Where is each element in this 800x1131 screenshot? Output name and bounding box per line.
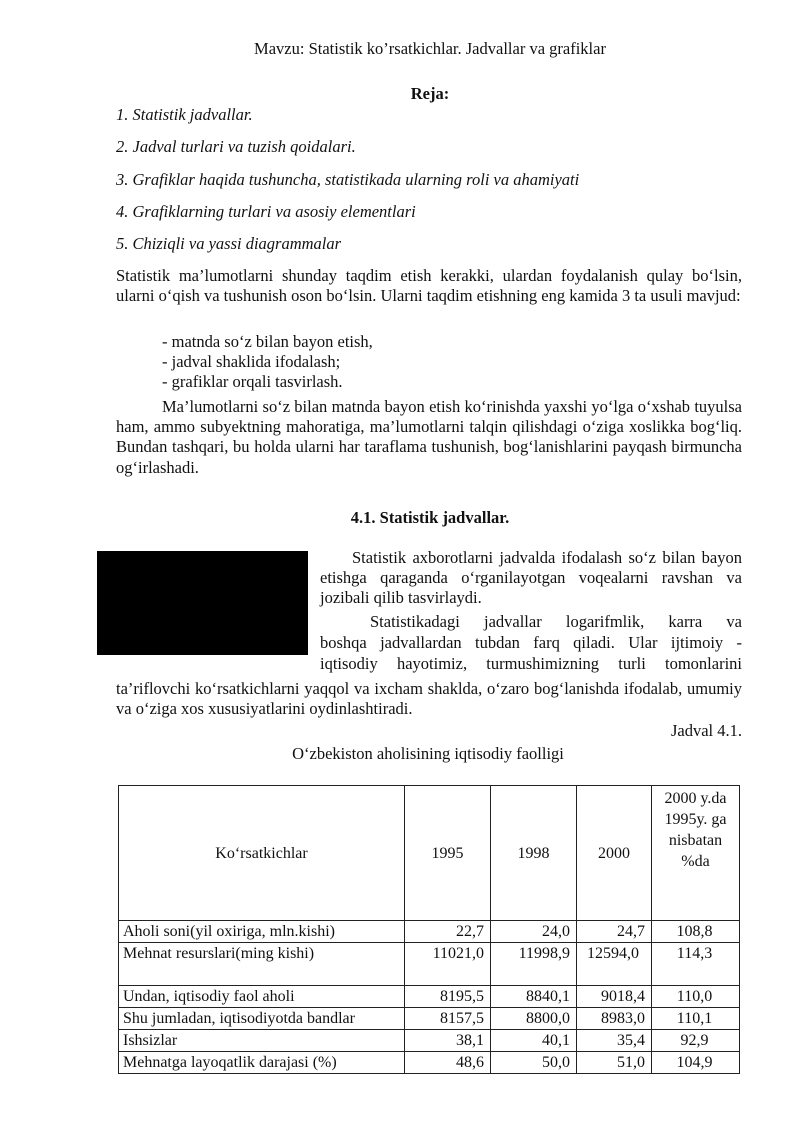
side-paragraph-1: Statistik axborotlarni jadvalda ifodalash so‘z bilan bayon etishga qaraganda o‘rganilayotgan voqealarni ravshan va jozibali qilib tasvirlaydi. <box>320 548 742 608</box>
cell: 24,7 <box>577 921 652 943</box>
method-item: - grafiklar orqali tasvirlash. <box>162 372 343 392</box>
row-label: Mehnat resurslari(ming kishi) <box>119 943 405 986</box>
table-row <box>119 986 740 1008</box>
side-paragraph-2-line: Statistikadagi jadvallar logarifmlik, karra va <box>370 612 742 631</box>
method-item: - matnda so‘z bilan bayon etish, <box>162 332 373 351</box>
plan-item: 2. Jadval turlari va tuzish qoidalari. <box>116 137 356 156</box>
cell: 8195,5 <box>405 986 491 1008</box>
cell: 50,0 <box>491 1052 577 1074</box>
cell: 24,0 <box>491 921 577 943</box>
header-cell: 2000 <box>577 786 652 921</box>
table-number: Jadval 4.1. <box>670 721 742 740</box>
cell: 8157,5 <box>405 1008 491 1030</box>
cell: 110,1 <box>652 1008 740 1030</box>
economic-activity-table <box>118 785 740 1074</box>
cell: 110,0 <box>652 986 740 1008</box>
header-cell: 2000 y.da 1995y. ga nisbatan %da <box>652 786 740 921</box>
topic-heading: Mavzu: Statistik ko’rsatkichlar. Jadvallar va grafiklar <box>254 39 606 58</box>
method-item: - jadval shaklida ifodalash; <box>162 352 341 372</box>
header-cell: 1998 <box>491 786 577 921</box>
cell: 8800,0 <box>491 1008 577 1030</box>
cell: 8983,0 <box>577 1008 652 1030</box>
cell: 35,4 <box>577 1030 652 1052</box>
plan-item: 3. Grafiklar haqida tushuncha, statistikada ularning roli va ahamiyati <box>116 170 580 189</box>
side-paragraph-2-line: boshqa jadvallardan tubdan farq qiladi. Ular ijtimoiy - <box>320 633 742 652</box>
header-cell: Ko‘rsatkichlar <box>119 786 405 921</box>
redacted-image <box>97 551 308 655</box>
cell: 11998,9 <box>491 943 577 986</box>
row-label: Aholi soni(yil oxiriga, mln.kishi) <box>119 921 405 943</box>
cell: 11021,0 <box>405 943 491 986</box>
row-label: Ishsizlar <box>119 1030 405 1052</box>
table-row <box>119 1052 740 1074</box>
table-row <box>119 1030 740 1052</box>
cell: 104,9 <box>652 1052 740 1074</box>
cell: 114,3 <box>652 943 740 986</box>
side-paragraph-2-line: iqtisodiy hayotimiz, turmushimizning turli tomonlarini <box>320 654 742 673</box>
cell: 40,1 <box>491 1030 577 1052</box>
cell: 51,0 <box>577 1052 652 1074</box>
methods-list <box>162 332 373 393</box>
plan-item: 5. Chiziqli va yassi diagrammalar <box>116 234 342 253</box>
side-paragraph-2-rest: ta’riflovchi ko‘rsatkichlarni yaqqol va ixcham shaklda, o‘zaro bog‘lanishda ifodalab, umumiy va o‘ziga xos xususiyatlarini oydinlashtiradi. <box>116 679 742 719</box>
section-title: 4.1. Statistik jadvallar. <box>350 508 510 527</box>
row-label: Shu jumladan, iqtisodiyotda bandlar <box>119 1008 405 1030</box>
cell: 108,8 <box>652 921 740 943</box>
paragraph-2: Ma’lumotlarni so‘z bilan matnda bayon etish ko‘rinishda yaxshi yo‘lga o‘xshab tuyulsa ham, ammo subyektning mahoratiga, ma’lumotlarni talqin qilishdagi o‘ziga xoslikka bog‘liq. Bundan tashqari, bu holda ularni har taraflama tushunish, bog‘lanishlarini payqash birmuncha og‘irlashadi. <box>116 397 742 477</box>
cell: 12594,0 <box>577 943 652 986</box>
row-label: Undan, iqtisodiy faol aholi <box>119 986 405 1008</box>
cell: 92,9 <box>652 1030 740 1052</box>
cell: 22,7 <box>405 921 491 943</box>
cell: 38,1 <box>405 1030 491 1052</box>
plan-item: 4. Grafiklarning turlari va asosiy elementlari <box>116 202 416 221</box>
table-caption: O‘zbekiston aholisining iqtisodiy faolligi <box>292 744 564 763</box>
cell: 48,6 <box>405 1052 491 1074</box>
table-row <box>119 1008 740 1030</box>
header-cell: 1995 <box>405 786 491 921</box>
cell: 9018,4 <box>577 986 652 1008</box>
row-label: Mehnatga layoqatlik darajasi (%) <box>119 1052 405 1074</box>
plan-item: 1. Statistik jadvallar. <box>116 105 253 124</box>
cell: 8840,1 <box>491 986 577 1008</box>
intro-paragraph: Statistik ma’lumotlarni shunday taqdim etish kerakki, ulardan foydalanish qulay bo‘lsin, ularni o‘qish va tushunish oson bo‘lsin. Ularni taqdim etishning eng kamida 3 ta usuli mavjud: <box>116 266 742 306</box>
table-row <box>119 943 740 986</box>
plan-title: Reja: <box>410 84 450 103</box>
table-header-row <box>119 786 740 921</box>
table-row <box>119 921 740 943</box>
